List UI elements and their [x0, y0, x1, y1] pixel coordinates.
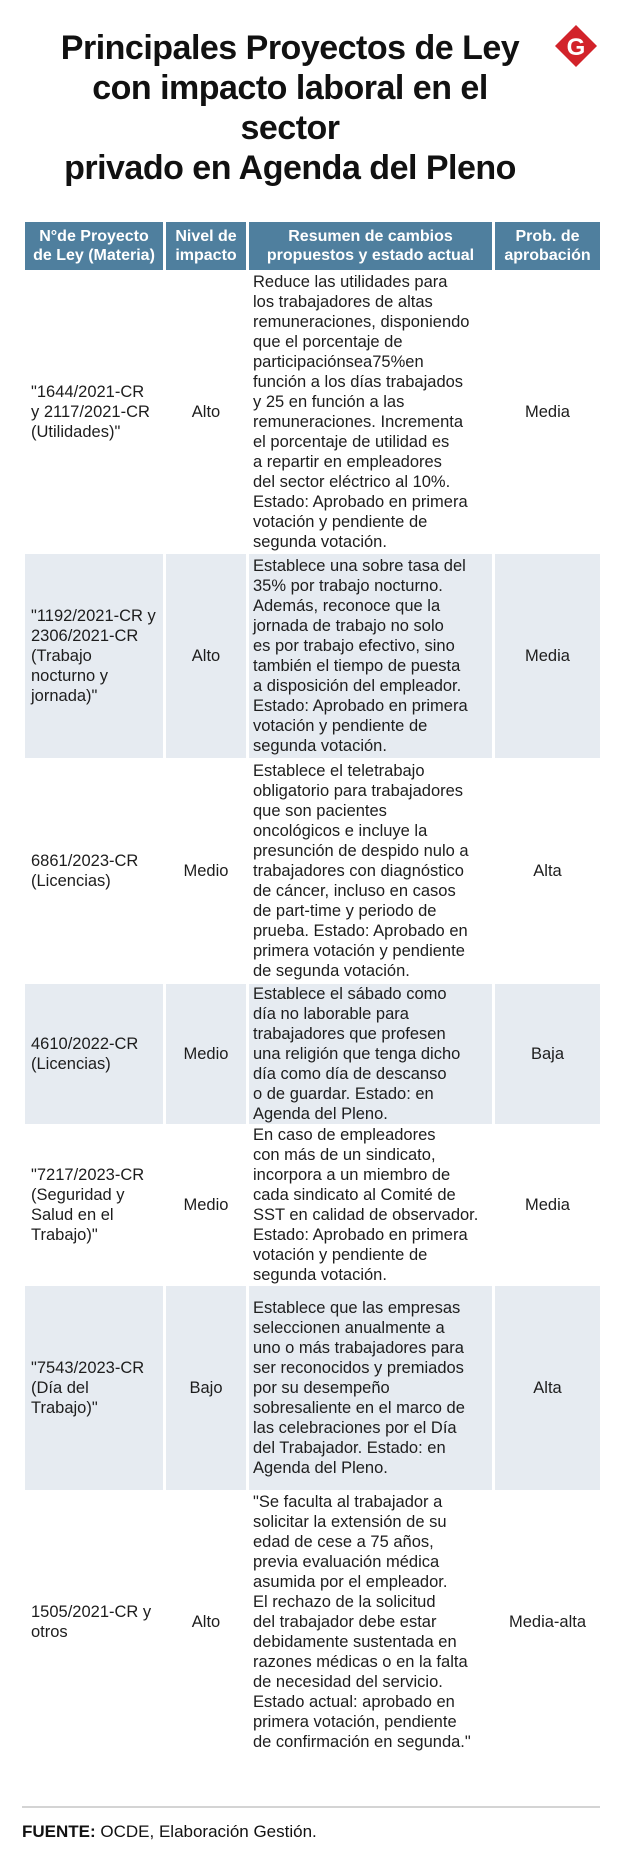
probability-cell: Media [495, 554, 600, 758]
title-line: con impacto laboral en el sector [92, 69, 488, 147]
summary-line: primera votación, pendiente [253, 1713, 457, 1731]
summary-line: oncológicos e incluye la [253, 822, 428, 840]
summary-line: a disposición del empleador. [253, 677, 462, 695]
summary-line: presunción de despido nulo a [253, 842, 469, 860]
project-id-cell [25, 1124, 163, 1286]
project-id-cell [25, 554, 163, 758]
column-header-impact: Nivel de impacto [166, 222, 246, 270]
source-note [22, 1822, 317, 1842]
title-line: privado en Agenda del Pleno [64, 149, 516, 187]
svg-text:G: G [566, 34, 586, 61]
summary-line: prueba. Estado: Aprobado en [253, 922, 468, 940]
project-id-cell [25, 1490, 163, 1754]
table-row [25, 758, 600, 984]
summary-line: primera votación y pendiente [253, 942, 465, 960]
project-id-line: "7217/2023-CR [31, 1166, 145, 1184]
project-id-cell [25, 984, 163, 1124]
summary-line: votación y pendiente de [253, 513, 428, 531]
summary-line: con más de un sindicato, [253, 1146, 436, 1164]
project-id-line: otros [31, 1623, 68, 1641]
summary-line: Agenda del Pleno. [253, 1105, 388, 1123]
summary-cell [249, 554, 492, 758]
summary-line: edad de cese a 75 años, [253, 1533, 434, 1551]
summary-line: sobresaliente en el marco de [253, 1399, 465, 1417]
summary-line: o de guardar. Estado: en [253, 1085, 434, 1103]
summary-line: SST en calidad de observador. [253, 1206, 479, 1224]
summary-line: votación y pendiente de [253, 717, 428, 735]
table-header-row [25, 222, 600, 270]
summary-line: segunda votación. [253, 737, 387, 755]
table-row [25, 1124, 600, 1286]
summary-line: de confirmación en segunda." [253, 1733, 471, 1751]
summary-line: del sector eléctrico al 10%. [253, 473, 451, 491]
probability-cell: Alta [533, 862, 562, 880]
column-header-project: N°de Proyecto de Ley (Materia) [25, 222, 163, 270]
summary-line: solicitar la extensión de su [253, 1513, 447, 1531]
table-row [25, 984, 600, 1124]
summary-line: que el porcentaje de [253, 333, 403, 351]
summary-cell [249, 270, 492, 554]
project-id-line: "1644/2021-CR [31, 383, 145, 401]
summary-line: Establece que las empresas [253, 1299, 461, 1317]
summary-line: segunda votación. [253, 1266, 387, 1284]
probability-cell: Media [525, 403, 570, 421]
summary-cell [249, 1490, 492, 1754]
summary-line: Estado: Aprobado en primera [253, 1226, 468, 1244]
summary-line: Estado actual: aprobado en [253, 1693, 455, 1711]
summary-line: segunda votación. [253, 533, 387, 551]
summary-line: función a los días trabajados [253, 373, 464, 391]
project-id-line: jornada)" [31, 687, 98, 705]
page-title [40, 28, 540, 188]
project-id-cell [25, 758, 163, 984]
projects-table [22, 222, 603, 1754]
table-row [25, 270, 600, 554]
table-body [25, 270, 600, 1754]
project-id-line: Trabajo)" [31, 1226, 98, 1244]
summary-cell [249, 758, 492, 984]
summary-line: de segunda votación. [253, 962, 410, 980]
summary-line: Establece el teletrabajo [253, 762, 425, 780]
gestion-logo-icon [554, 24, 598, 68]
summary-line: Además, reconoce que la [253, 597, 441, 615]
summary-line: 35% por trabajo nocturno. [253, 577, 443, 595]
footer-divider [22, 1806, 600, 1808]
summary-line: trabajadores con diagnóstico [253, 862, 464, 880]
summary-line: de cáncer, incluso en casos [253, 882, 456, 900]
project-id-line: (Licencias) [31, 872, 111, 890]
impact-cell: Medio [183, 862, 229, 880]
summary-line: remuneraciones. Incrementa [253, 413, 464, 431]
summary-line: incorpora a un miembro de [253, 1166, 451, 1184]
project-id-line: Trabajo)" [31, 1399, 98, 1417]
project-id-line: (Día del [31, 1379, 89, 1397]
project-id-line: 1505/2021-CR y [31, 1603, 152, 1621]
summary-cell [249, 984, 492, 1124]
project-id-line: (Licencias) [31, 1055, 111, 1073]
summary-line: del Trabajador. Estado: en [253, 1439, 446, 1457]
impact-cell: Alto [191, 1613, 221, 1631]
summary-line: jornada de trabajo no solo [253, 617, 444, 635]
probability-cell: Media [525, 1196, 570, 1214]
table-row [25, 1490, 600, 1754]
summary-line: uno o más trabajadores para [253, 1339, 464, 1357]
project-id-line: nocturno y [31, 667, 109, 685]
summary-line: cada sindicato al Comité de [253, 1186, 456, 1204]
summary-line: En caso de empleadores [253, 1126, 436, 1144]
source-text: OCDE, Elaboración Gestión. [95, 1822, 317, 1841]
project-id-line: 4610/2022-CR [31, 1035, 139, 1053]
summary-line: "Se faculta al trabajador a [253, 1493, 443, 1511]
project-id-cell [25, 270, 163, 554]
column-header-probability: Prob. de aprobación [495, 222, 600, 270]
impact-cell: Bajo [166, 1286, 246, 1490]
title-line: Principales Proyectos de Ley [60, 29, 520, 67]
project-id-line: "1192/2021-CR y [31, 607, 156, 625]
summary-line: una religión que tenga dicho [253, 1045, 461, 1063]
summary-line: Establece el sábado como [253, 985, 447, 1003]
summary-line: El rechazo de la solicitud [253, 1593, 436, 1611]
summary-line: y 25 en función a las [253, 393, 405, 411]
project-id-line: y 2117/2021-CR [31, 403, 150, 421]
summary-line: Estado: Aprobado en primera [253, 697, 468, 715]
summary-line: de part-time y periodo de [253, 902, 437, 920]
probability-cell: Baja [495, 984, 600, 1124]
project-id-line: (Seguridad y [31, 1186, 125, 1204]
summary-line: obligatorio para trabajadores [253, 782, 464, 800]
summary-line: debidamente sustentada en [253, 1633, 457, 1651]
summary-line: previa evaluación médica [253, 1553, 440, 1571]
summary-line: votación y pendiente de [253, 1246, 428, 1264]
summary-line: día no laborable para [253, 1005, 409, 1023]
summary-line: Agenda del Pleno. [253, 1459, 388, 1477]
summary-line: seleccionen anualmente a [253, 1319, 445, 1337]
impact-cell: Medio [183, 1196, 229, 1214]
summary-line: remuneraciones, disponiendo [253, 313, 470, 331]
impact-cell: Medio [166, 984, 246, 1124]
summary-line: por su desempeño [253, 1379, 390, 1397]
impact-cell: Alto [191, 403, 221, 421]
column-header-summary: Resumen de cambios propuestos y estado actual [249, 222, 492, 270]
table-row [25, 1286, 600, 1490]
project-id-line: (Utilidades)" [31, 423, 121, 441]
summary-line: los trabajadores de altas [253, 293, 433, 311]
summary-line: a repartir en empleadores [253, 453, 442, 471]
summary-line: de necesidad del servicio. [253, 1673, 443, 1691]
project-id-line: (Trabajo [31, 647, 92, 665]
table-row [25, 554, 600, 758]
probability-cell: Alta [495, 1286, 600, 1490]
summary-cell [249, 1286, 492, 1490]
probability-cell: Media-alta [508, 1613, 587, 1631]
header [0, 0, 620, 200]
summary-line: las celebraciones por el Día [253, 1419, 457, 1437]
impact-cell: Alto [166, 554, 246, 758]
project-id-line: "7543/2023-CR [31, 1359, 145, 1377]
summary-cell [249, 1124, 492, 1286]
summary-line: trabajadores que profesen [253, 1025, 446, 1043]
summary-line: asumida por el empleador. [253, 1573, 448, 1591]
summary-line: del trabajador debe estar [253, 1613, 437, 1631]
summary-line: es por trabajo efectivo, sino [253, 637, 455, 655]
project-id-line: Salud en el [31, 1206, 114, 1224]
project-id-line: 6861/2023-CR [31, 852, 139, 870]
summary-line: que son pacientes [253, 802, 387, 820]
summary-line: día como día de descanso [253, 1065, 447, 1083]
project-id-line: 2306/2021-CR [31, 627, 139, 645]
summary-line: Establece una sobre tasa del [253, 557, 466, 575]
source-label: FUENTE: [22, 1822, 96, 1841]
summary-line: también el tiempo de puesta [253, 657, 461, 675]
summary-line: participaciónsea75%en [253, 353, 424, 371]
summary-line: Estado: Aprobado en primera [253, 493, 468, 511]
summary-line: Reduce las utilidades para [253, 273, 448, 291]
summary-line: razones médicas o en la falta [253, 1653, 468, 1671]
summary-line: ser reconocidos y premiados [253, 1359, 464, 1377]
summary-line: el porcentaje de utilidad es [253, 433, 450, 451]
project-id-cell [25, 1286, 163, 1490]
